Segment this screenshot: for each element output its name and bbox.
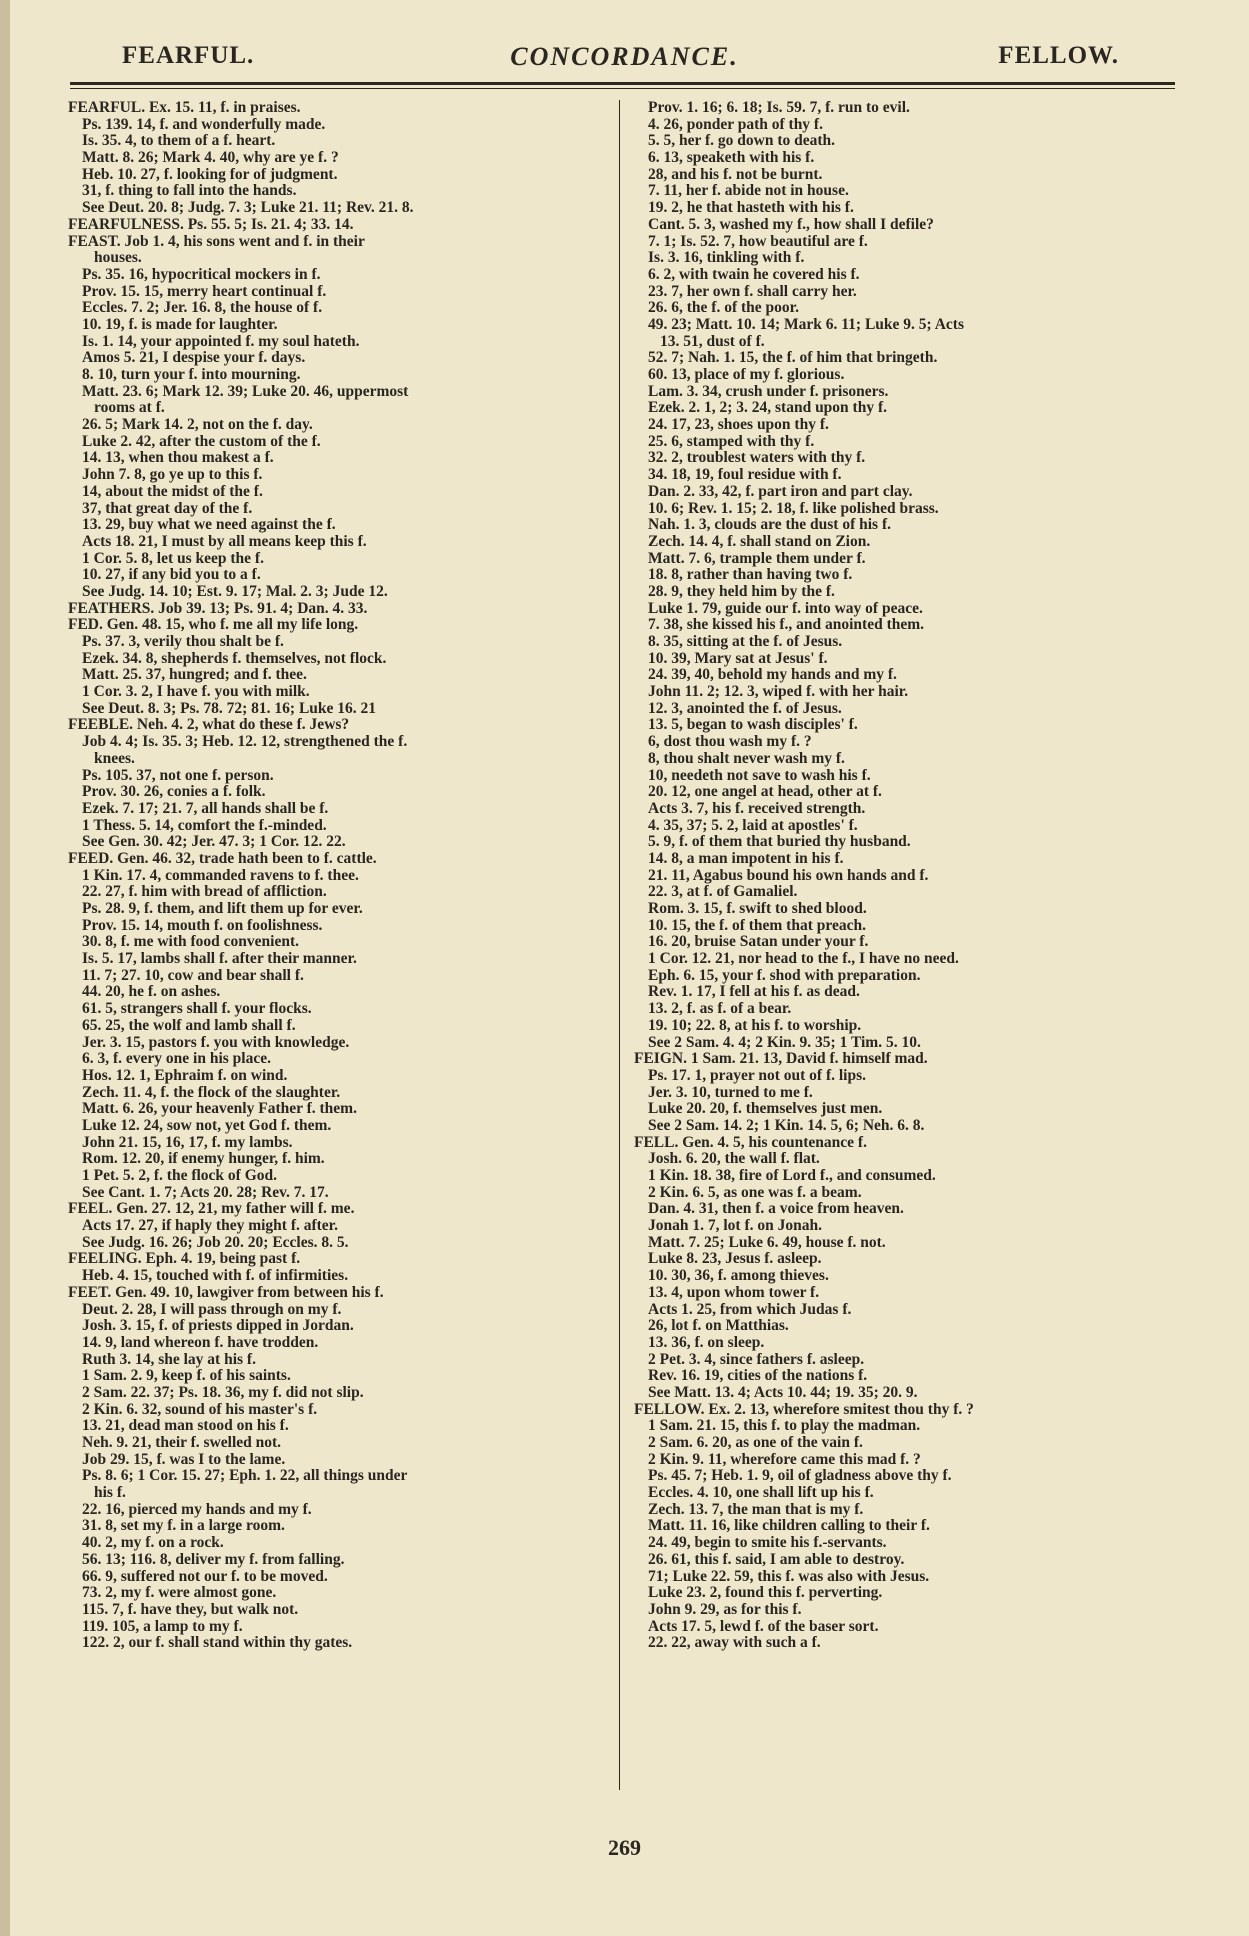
entry-line: 1 Sam. 21. 15, this f. to play the madman.: [648, 1418, 921, 1435]
entry-line: 8, thou shalt never wash my f.: [648, 750, 845, 767]
entry-heading: FEET. Gen. 49. 10, lawgiver from between his f.: [68, 1284, 384, 1301]
left-column: [68, 100, 610, 1652]
entry-line: Jonah 1. 7, lot f. on Jonah.: [648, 1218, 822, 1235]
entry-line: 1 Thess. 5. 14, comfort the f.-minded.: [82, 817, 327, 834]
entry-line: See Deut. 8. 3; Ps. 78. 72; 81. 16; Luke 16. 21: [82, 700, 377, 717]
entry-line: Ps. 105. 37, not one f. person.: [82, 767, 274, 784]
running-head-center: CONCORDANCE.: [510, 42, 739, 71]
entry-line: 22. 3, at f. of Gamaliel.: [648, 884, 798, 901]
entry-line: Cant. 5. 3, washed my f., how shall I defile?: [648, 216, 934, 233]
entry-line: Acts 17. 5, lewd f. of the baser sort.: [648, 1618, 879, 1635]
entry-line: 61. 5, strangers shall f. your flocks.: [82, 1001, 312, 1018]
entry-line: See Cant. 1. 7; Acts 20. 28; Rev. 7. 17.: [82, 1184, 329, 1201]
entry-line: Rev. 1. 17, I fell at his f. as dead.: [648, 984, 860, 1001]
entry-line: Dan. 4. 31, then f. a voice from heaven.: [648, 1201, 904, 1218]
entry-line: houses.: [94, 250, 142, 267]
entry-line: 12. 3, anointed the f. of Jesus.: [648, 700, 842, 717]
entry-line: 6. 2, with twain he covered his f.: [648, 266, 860, 283]
entry-line: 1 Kin. 18. 38, fire of Lord f., and consumed.: [648, 1168, 936, 1184]
entry-line: 37, that great day of the f.: [82, 500, 253, 517]
entry-line: Acts 1. 25, from which Judas f.: [648, 1301, 852, 1318]
entry-line: Eccles. 7. 2; Jer. 16. 8, the house of f.: [82, 300, 323, 317]
entry-line: Rom. 12. 20, if enemy hunger, f. him.: [82, 1151, 325, 1168]
entry-line: Ps. 8. 6; 1 Cor. 15. 27; Eph. 1. 22, all things under: [82, 1468, 408, 1485]
entry-line: 2 Sam. 6. 20, as one of the vain f.: [648, 1435, 863, 1451]
entry-line: 1 Cor. 12. 21, nor head to the f., I have no need.: [648, 951, 959, 968]
entry-line: 11. 7; 27. 10, cow and bear shall f.: [82, 967, 304, 984]
entry-line: 14. 13, when thou makest a f.: [82, 450, 274, 467]
entry-line: 6. 3, f. every one in his place.: [82, 1051, 271, 1068]
running-head-left: FEARFUL.: [122, 42, 255, 69]
entry-line: 28. 9, they held him by the f.: [648, 583, 835, 600]
entry-line: 115. 7, f. have they, but walk not.: [82, 1601, 299, 1618]
entry-line: 24. 39, 40, behold my hands and my f.: [648, 667, 897, 684]
entry-line: 26. 61, this f. said, I am able to destroy.: [648, 1551, 905, 1568]
entry-line: 4. 26, ponder path of thy f.: [648, 116, 823, 133]
entry-line: Deut. 2. 28, I will pass through on my f.: [82, 1301, 342, 1318]
entry-line: 5. 9, f. of them that buried thy husband.: [648, 834, 911, 851]
entry-line: 10, needeth not save to wash his f.: [648, 767, 871, 784]
page-number: 269: [608, 1835, 641, 1860]
entry-line: 7. 1; Is. 52. 7, how beautiful are f.: [648, 233, 868, 250]
entry-line: Ezek. 34. 8, shepherds f. themselves, not flock.: [82, 650, 387, 667]
entry-line: John 7. 8, go ye up to this f.: [82, 467, 263, 484]
entry-line: 28, and his f. not be burnt.: [648, 166, 823, 183]
entry-line: 4. 35, 37; 5. 2, laid at apostles' f.: [648, 817, 858, 834]
entry-line: See 2 Sam. 4. 4; 2 Kin. 9. 35; 1 Tim. 5. 10.: [648, 1034, 921, 1051]
entry-line: See 2 Sam. 14. 2; 1 Kin. 14. 5, 6; Neh. 6. 8.: [648, 1117, 925, 1134]
entry-line: 1 Pet. 5. 2, f. the flock of God.: [82, 1168, 278, 1184]
entry-line: Zech. 14. 4, f. shall stand on Zion.: [648, 533, 871, 550]
entry-line: 56. 13; 116. 8, deliver my f. from falling.: [82, 1551, 345, 1568]
entry-line: 73. 2, my f. were almost gone.: [82, 1585, 277, 1602]
entry-line: 71; Luke 22. 59, this f. was also with Jesus.: [648, 1568, 930, 1585]
entry-line: 44. 20, he f. on ashes.: [82, 984, 221, 1001]
entry-line: Ruth 3. 14, she lay at his f.: [82, 1351, 256, 1368]
entry-line: 1 Cor. 3. 2, I have f. you with milk.: [82, 684, 310, 701]
entry-line: 7. 38, she kissed his f., and anointed them.: [648, 617, 925, 634]
entry-line: 13. 29, buy what we need against the f.: [82, 517, 336, 534]
entry-line: knees.: [94, 750, 135, 767]
entry-line: See Matt. 13. 4; Acts 10. 44; 19. 35; 20. 9.: [648, 1384, 918, 1401]
entry-line: 65. 25, the wolf and lamb shall f.: [82, 1017, 296, 1034]
entry-line: 31, f. thing to fall into the hands.: [82, 183, 297, 200]
entry-heading: FELLOW. Ex. 2. 13, wherefore smitest thou thy f. ?: [634, 1401, 974, 1418]
entry-line: 34. 18, 19, foul residue with f.: [648, 467, 842, 484]
entry-line: 10. 6; Rev. 1. 15; 2. 18, f. like polished brass.: [648, 500, 939, 517]
entry-line: Ps. 139. 14, f. and wonderfully made.: [82, 116, 326, 133]
entry-line: 52. 7; Nah. 1. 15, the f. of him that bringeth.: [648, 350, 938, 367]
entry-heading: FEEL. Gen. 27. 12, 21, my father will f. me.: [68, 1201, 355, 1218]
column-divider: [619, 100, 620, 1790]
entry-line: 25. 6, stamped with thy f.: [648, 433, 815, 450]
entry-line: 8. 10, turn your f. into mourning.: [82, 367, 301, 383]
entry-line: See Judg. 16. 26; Job 20. 20; Eccles. 8. 5.: [82, 1234, 349, 1251]
entry-line: Matt. 11. 16, like children calling to their f.: [648, 1518, 930, 1535]
right-column: [634, 100, 1177, 1652]
entry-line: See Judg. 14. 10; Est. 9. 17; Mal. 2. 3; Jude 12.: [82, 583, 388, 600]
entry-line: Is. 3. 16, tinkling with f.: [648, 250, 805, 267]
entry-line: 16. 20, bruise Satan under your f.: [648, 934, 869, 951]
entry-line: 14. 9, land whereon f. have trodden.: [82, 1334, 319, 1351]
entry-line: Luke 8. 23, Jesus f. asleep.: [648, 1251, 822, 1268]
entry-line: 32. 2, troublest waters with thy f.: [648, 450, 866, 467]
entry-line: Ps. 28. 9, f. them, and lift them up for ever.: [82, 901, 363, 917]
entry-line: 21. 11, Agabus bound his own hands and f.: [648, 867, 929, 884]
entry-line: John 11. 2; 12. 3, wiped f. with her hair.: [648, 684, 909, 701]
entry-line: 2 Kin. 9. 11, wherefore came this mad f. ?: [648, 1451, 921, 1468]
entry-line: Prov. 15. 14, mouth f. on foolishness.: [82, 917, 323, 934]
entry-line: Luke 2. 42, after the custom of the f.: [82, 433, 321, 450]
entry-line: Dan. 2. 33, 42, f. part iron and part clay.: [648, 483, 913, 500]
entry-line: 14, about the midst of the f.: [82, 483, 263, 500]
entry-line: 14. 8, a man impotent in his f.: [648, 850, 844, 867]
entry-line: Luke 23. 2, found this f. perverting.: [648, 1585, 883, 1602]
entry-line: 6. 13, speaketh with his f.: [648, 150, 815, 167]
entry-line: 13. 5, began to wash disciples' f.: [648, 717, 858, 734]
entry-line: Lam. 3. 34, crush under f. prisoners.: [648, 383, 889, 400]
entry-line: Job 29. 15, f. was I to the lame.: [82, 1451, 286, 1468]
entry-line: Jer. 3. 15, pastors f. you with knowledge.: [82, 1034, 350, 1051]
entry-line: Rev. 16. 19, cities of the nations f.: [648, 1368, 868, 1385]
entry-line: 2 Pet. 3. 4, since fathers f. asleep.: [648, 1351, 865, 1368]
entry-line: Luke 1. 79, guide our f. into way of peace.: [648, 600, 923, 617]
entry-heading: FEATHERS. Job 39. 13; Ps. 91. 4; Dan. 4. 33.: [68, 600, 368, 617]
entry-line: 13. 4, upon whom tower f.: [648, 1284, 820, 1301]
entry-line: See Gen. 30. 42; Jer. 47. 3; 1 Cor. 12. 22.: [82, 834, 346, 851]
entry-line: Ezek. 7. 17; 21. 7, all hands shall be f.: [82, 800, 329, 817]
entry-line: 2 Kin. 6. 5, as one was f. a beam.: [648, 1184, 862, 1201]
entry-line: 10. 30, 36, f. among thieves.: [648, 1268, 829, 1285]
entry-line: Josh. 3. 15, f. of priests dipped in Jordan.: [82, 1318, 354, 1335]
entry-line: 5. 5, her f. go down to death.: [648, 133, 836, 150]
entry-line: Job 4. 4; Is. 35. 3; Heb. 12. 12, strengthened the f.: [82, 734, 408, 751]
entry-heading: FEARFULNESS. Ps. 55. 5; Is. 21. 4; 33. 14.: [68, 216, 354, 233]
entry-line: 13. 36, f. on sleep.: [648, 1334, 765, 1351]
entry-line: 40. 2, my f. on a rock.: [82, 1535, 224, 1552]
entry-line: 31. 8, set my f. in a large room.: [82, 1518, 285, 1535]
entry-line: 122. 2, our f. shall stand within thy gates.: [82, 1635, 353, 1652]
entry-line: Ps. 45. 7; Heb. 1. 9, oil of gladness above thy f.: [648, 1468, 952, 1485]
entry-line: 22. 16, pierced my hands and my f.: [82, 1501, 312, 1518]
entry-line: 2 Sam. 22. 37; Ps. 18. 36, my f. did not slip.: [82, 1384, 364, 1401]
entry-line: 2 Kin. 6. 32, sound of his master's f.: [82, 1401, 318, 1418]
entry-line: 13. 21, dead man stood on his f.: [82, 1418, 289, 1435]
entry-line: Is. 5. 17, lambs shall f. after their manner.: [82, 951, 357, 968]
entry-line: Ezek. 2. 1, 2; 3. 24, stand upon thy f.: [648, 400, 887, 417]
entry-line: Matt. 25. 37, hungred; and f. thee.: [82, 667, 307, 684]
entry-heading: FEARFUL. Ex. 15. 11, f. in praises.: [68, 100, 301, 116]
entry-line: Prov. 1. 16; 6. 18; Is. 59. 7, f. run to evil.: [648, 100, 910, 116]
header-rule-thin: [70, 88, 1175, 89]
entry-heading: FED. Gen. 48. 15, who f. me all my life long.: [68, 617, 359, 634]
entry-line: 10. 39, Mary sat at Jesus' f.: [648, 650, 828, 667]
entry-line: 1 Cor. 5. 8, let us keep the f.: [82, 550, 264, 567]
entry-line: Heb. 4. 15, touched with f. of infirmities.: [82, 1268, 349, 1285]
entry-line: Jer. 3. 10, turned to me f.: [648, 1084, 813, 1101]
entry-line: 60. 13, place of my f. glorious.: [648, 367, 845, 383]
entry-line: 26, lot f. on Matthias.: [648, 1318, 789, 1335]
entry-line: Prov. 15. 15, merry heart continual f.: [82, 283, 327, 300]
running-head-right: FELLOW.: [998, 42, 1119, 69]
entry-line: Ps. 17. 1, prayer not out of f. lips.: [648, 1067, 867, 1084]
entry-line: 20. 12, one angel at head, other at f.: [648, 784, 882, 801]
entry-line: Amos 5. 21, I despise your f. days.: [82, 350, 306, 367]
entry-line: 13. 2, f. as f. of a bear.: [648, 1001, 792, 1018]
entry-line: 49. 23; Matt. 10. 14; Mark 6. 11; Luke 9. 5; Acts: [648, 316, 964, 333]
entry-line: 30. 8, f. me with food convenient.: [82, 934, 299, 951]
entry-line: 22. 22, away with such a f.: [648, 1635, 821, 1652]
entry-line: 23. 7, her own f. shall carry her.: [648, 283, 857, 300]
entry-line: 66. 9, suffered not our f. to be moved.: [82, 1568, 328, 1585]
entry-line: John 21. 15, 16, 17, f. my lambs.: [82, 1134, 293, 1151]
entry-line: Eccles. 4. 10, one shall lift up his f.: [648, 1485, 874, 1502]
entry-line: Is. 35. 4, to them of a f. heart.: [82, 133, 276, 150]
entry-line: 8. 35, sitting at the f. of Jesus.: [648, 634, 843, 650]
entry-line: Zech. 11. 4, f. the flock of the slaughter.: [82, 1084, 341, 1101]
entry-line: Nah. 1. 3, clouds are the dust of his f.: [648, 517, 892, 534]
entry-line: Acts 18. 21, I must by all means keep this f.: [82, 533, 367, 550]
entry-line: Neh. 9. 21, their f. swelled not.: [82, 1435, 282, 1451]
entry-line: 1 Sam. 2. 9, keep f. of his saints.: [82, 1368, 291, 1385]
entry-line: 19. 10; 22. 8, at his f. to worship.: [648, 1017, 862, 1034]
entry-line: Zech. 13. 7, the man that is my f.: [648, 1501, 864, 1518]
entry-line: 26. 6, the f. of the poor.: [648, 300, 799, 317]
entry-line: 18. 8, rather than having two f.: [648, 567, 853, 584]
entry-line: 19. 2, he that hasteth with his f.: [648, 200, 854, 217]
entry-line: Hos. 12. 1, Ephraim f. on wind.: [82, 1067, 288, 1084]
entry-line: 10. 27, if any bid you to a f.: [82, 567, 261, 584]
entry-line: Josh. 6. 20, the wall f. flat.: [648, 1151, 820, 1168]
entry-line: his f.: [94, 1485, 126, 1502]
entry-heading: FEIGN. 1 Sam. 21. 13, David f. himself mad.: [634, 1051, 928, 1068]
entry-line: Matt. 23. 6; Mark 12. 39; Luke 20. 46, uppermost: [82, 383, 409, 400]
entry-line: 6, dost thou wash my f. ?: [648, 734, 812, 751]
entry-line: 10. 19, f. is made for laughter.: [82, 316, 278, 333]
entry-line: 10. 15, the f. of them that preach.: [648, 917, 866, 934]
entry-line: 24. 49, begin to smite his f.-servants.: [648, 1535, 887, 1552]
entry-heading: FELL. Gen. 4. 5, his countenance f.: [634, 1134, 867, 1151]
entry-line: Matt. 7. 25; Luke 6. 49, house f. not.: [648, 1234, 886, 1251]
entry-line: Heb. 10. 27, f. looking for of judgment.: [82, 166, 338, 183]
header-rule-thick: [70, 82, 1175, 85]
entry-line: Ps. 35. 16, hypocritical mockers in f.: [82, 266, 321, 283]
entry-line: 1 Kin. 17. 4, commanded ravens to f. thee.: [82, 867, 359, 884]
entry-line: Eph. 6. 15, your f. shod with preparation.: [648, 967, 921, 984]
entry-line: 22. 27, f. him with bread of affliction.: [82, 884, 327, 901]
entry-line: Luke 20. 20, f. themselves just men.: [648, 1101, 883, 1118]
entry-line: 7. 11, her f. abide not in house.: [648, 183, 849, 200]
entry-line: Ps. 37. 3, verily thou shalt be f.: [82, 634, 284, 650]
entry-line: Matt. 6. 26, your heavenly Father f. them.: [82, 1101, 357, 1118]
entry-line: See Deut. 20. 8; Judg. 7. 3; Luke 21. 11; Rev. 21. 8.: [82, 200, 414, 217]
entry-line: Rom. 3. 15, f. swift to shed blood.: [648, 901, 867, 917]
entry-line: Matt. 8. 26; Mark 4. 40, why are ye f. ?: [82, 150, 339, 167]
entry-heading: FEEBLE. Neh. 4. 2, what do these f. Jews?: [68, 717, 350, 734]
entry-line: 119. 105, a lamp to my f.: [82, 1618, 243, 1635]
entry-heading: FEAST. Job 1. 4, his sons went and f. in their: [68, 233, 365, 250]
entry-line: Luke 12. 24, sow not, yet God f. them.: [82, 1117, 332, 1134]
entry-line: rooms at f.: [94, 400, 165, 417]
entry-line: Prov. 30. 26, conies a f. folk.: [82, 784, 266, 801]
entry-line: Is. 1. 14, your appointed f. my soul hateth.: [82, 333, 360, 350]
entry-heading: FEED. Gen. 46. 32, trade hath been to f. cattle.: [68, 850, 377, 867]
entry-line: Matt. 7. 6, trample them under f.: [648, 550, 866, 567]
entry-line: 26. 5; Mark 14. 2, not on the f. day.: [82, 417, 313, 434]
entry-line: 24. 17, 23, shoes upon thy f.: [648, 417, 829, 434]
entry-line: 13. 51, dust of f.: [660, 333, 765, 350]
entry-line: Acts 3. 7, his f. received strength.: [648, 800, 866, 817]
entry-heading: FEELING. Eph. 4. 19, being past f.: [68, 1251, 301, 1268]
entry-line: John 9. 29, as for this f.: [648, 1601, 802, 1618]
entry-line: Acts 17. 27, if haply they might f. after.: [82, 1218, 339, 1235]
